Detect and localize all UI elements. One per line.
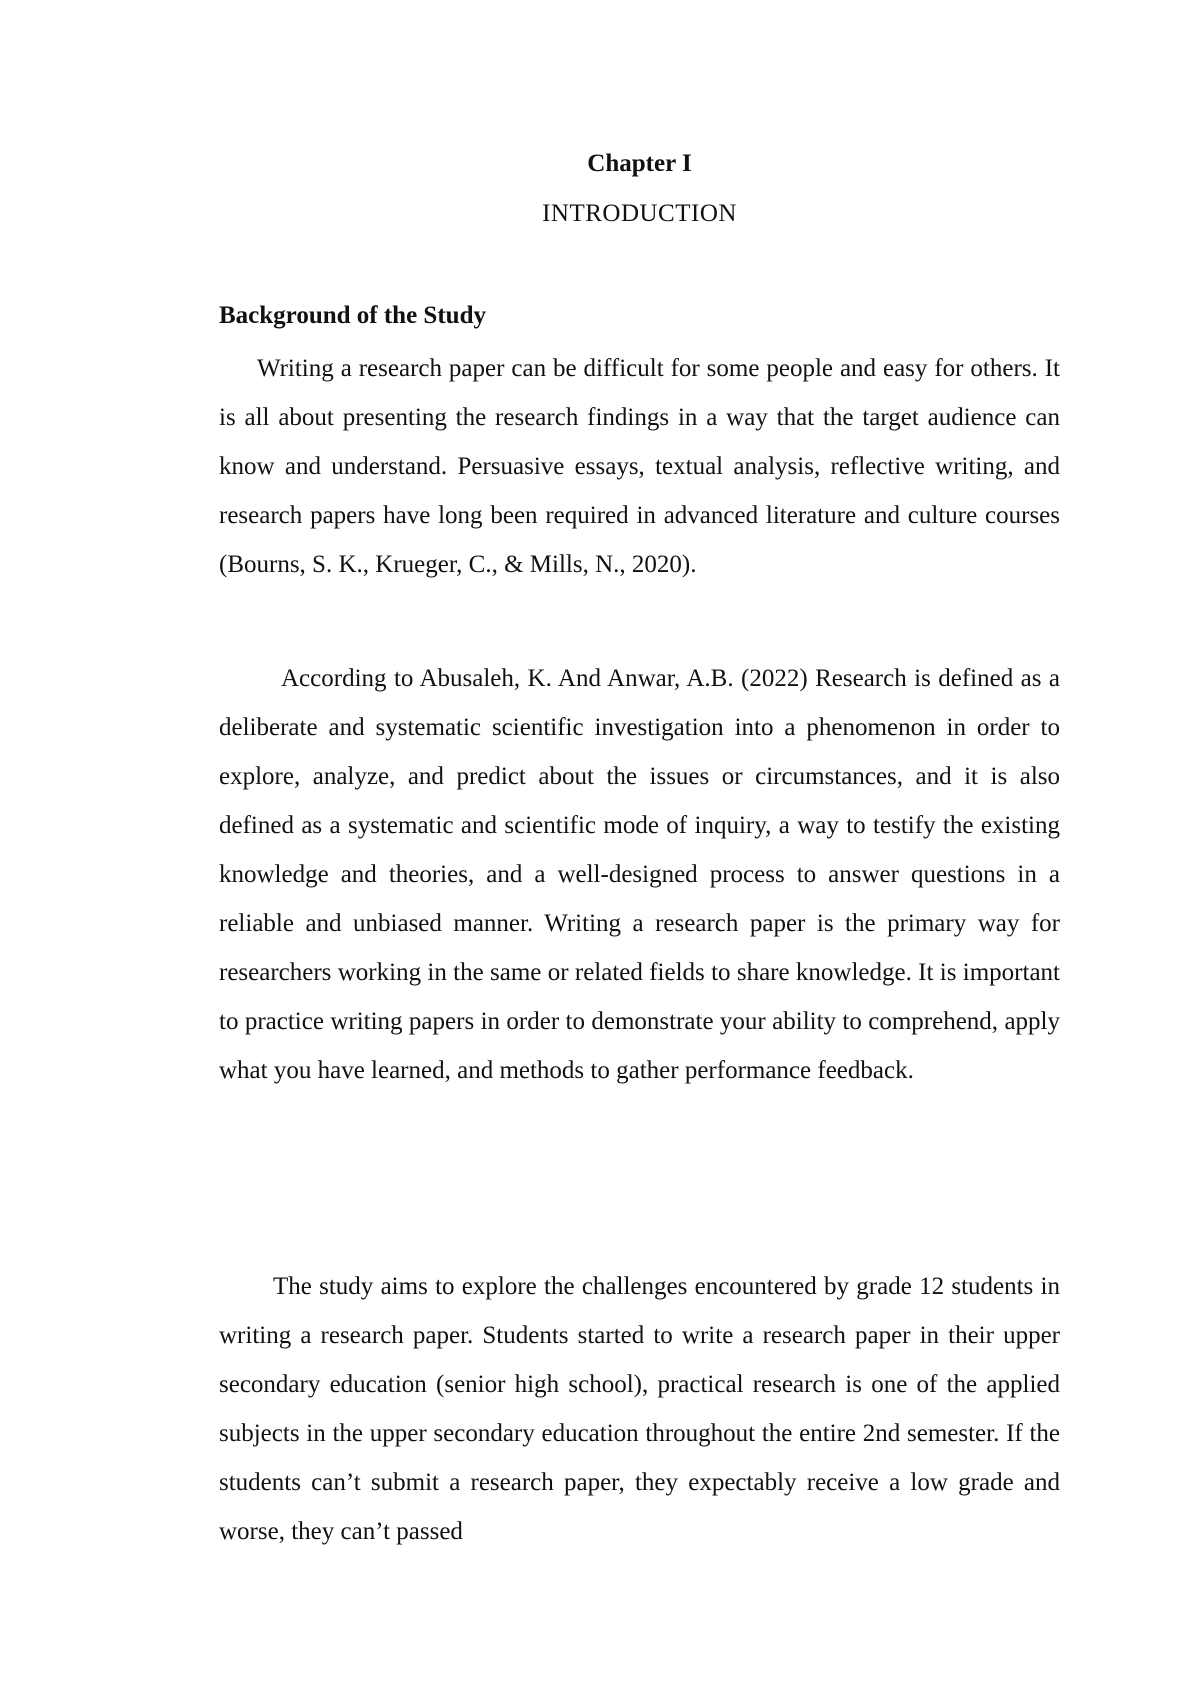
chapter-number: Chapter I — [587, 150, 692, 177]
body-paragraph-2: According to Abusaleh, K. And Anwar, A.B. (2022) Research is defined as a deliberate and systematic scientific investigation into a phenomenon in order to explore, analyze, and predict about the issues or circumstances, and it is also defined as a systematic and scientific mode of inquiry, a way to testify the existing knowledge and theories, and a well-designed process to answer questions in a reliable and unbiased manner. Writing a research paper is the primary way for researchers working in the same or related fields to share knowledge. It is important to practice writing papers in order to demonstrate your ability to comprehend, apply what you have learned, and methods to gather performance feedback. — [219, 665, 1060, 1084]
body-paragraph-3: The study aims to explore the challenges encountered by grade 12 students in writing a research paper. Students started to write a research paper in their upper secondary education (senior high school), practical research is one of the applied subjects in the upper secondary education throughout the entire 2nd semester. If the students can’t submit a research paper, they expectably receive a low grade and worse, they can’t passed — [219, 1273, 1060, 1545]
chapter-title: INTRODUCTION — [542, 200, 737, 227]
body-paragraph-1: Writing a research paper can be difficult for some people and easy for others. It is all about presenting the research findings in a way that the target audience can know and understand. Persuasive essays, textual analysis, reflective writing, and research papers have long been required in advanced literature and culture courses (Bourns, S. K., Krueger, C., & Mills, N., 2020). — [219, 355, 1060, 578]
section-heading: Background of the Study — [219, 302, 486, 329]
